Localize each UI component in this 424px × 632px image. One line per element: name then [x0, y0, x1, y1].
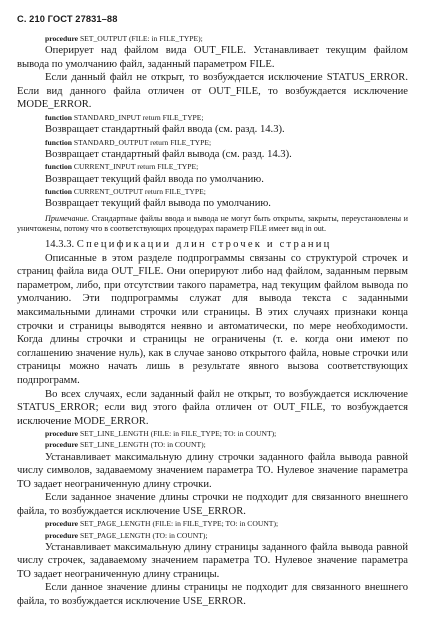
- paragraph: Если данный файл не открыт, то возбуждается исключение STATUS_ERROR. Если вид данного файла отличен от OUT_FILE, то возбуждается исключение MODE_ERROR.: [17, 72, 408, 111]
- code-set-page-length-file: [45, 518, 408, 529]
- code-keyword: procedure: [45, 530, 79, 540]
- code-text: STANDARD_OUTPUT return FILE_TYPE;: [72, 137, 212, 147]
- paragraph: Если заданное значение длины строчки не подходит для связанного внешнего файла, то возбуждается исключение USE_ERROR.: [17, 492, 408, 517]
- code-text: CURRENT_INPUT return FILE_TYPE;: [72, 162, 199, 172]
- section-number: 14.3.3.: [45, 239, 75, 250]
- code-keyword: procedure: [45, 519, 79, 529]
- paragraph: Устанавливает максимальную длину страницы заданного файла вывода равной числу строчек, задаваемому значением параметра TO. Нулевое значение параметра TO задает неограниченную длину страницы.: [17, 541, 408, 580]
- paragraph: Устанавливает максимальную длину строчки заданного файла вывода равной числу символов, задаваемому значением параметра TO. Нулевое значение параметра TO задает неограниченную длину строчки.: [17, 451, 408, 490]
- code-keyword: procedure: [45, 429, 79, 439]
- code-current-output: [45, 186, 408, 197]
- note: [17, 214, 408, 235]
- code-keyword: function: [45, 162, 73, 172]
- section-title: Спецификации длин строчек и страниц: [76, 239, 332, 250]
- code-text: CURRENT_OUTPUT return FILE_TYPE;: [72, 187, 206, 197]
- paragraph: Во всех случаях, если заданный файл не открыт, то возбуждается исключение STATUS_ERROR; если вид этого файла отличен от OUT_FILE, то возбуждается исключение MODE_ERROR.: [17, 388, 408, 427]
- code-keyword: function: [45, 137, 73, 147]
- code-standard-output: [45, 137, 408, 148]
- code-text: SET_LINE_LENGTH (TO: in COUNT);: [78, 440, 206, 450]
- function-description: Возвращает стандартный файл вывода (см. разд. 14.3).: [45, 148, 292, 160]
- code-keyword: function: [45, 113, 73, 123]
- paragraph: Если данное значение длины страницы не подходит для связанного внешнего файла, то возбуждается исключение USE_ERROR.: [17, 582, 408, 608]
- function-description: Возвращает стандартный файл ввода (см. разд. 14.3).: [45, 124, 285, 136]
- paragraph: Описанные в этом разделе подпрограммы связаны со структурой строчек и страниц файла вида OUT_FILE. Они оперируют либо над файлом, заданным первым параметром, либо, при отсутствии такого параметра, над текущим файлом вывода по умолчанию. Эти подпрограммы служат для вывода текста с заданными максимальными длинами строчки или страницы. В этих случаях признаки конца строчки и страницы выводятся неявно и автоматически, по мере необходимости. Когда длины строчки и страницы не ограничены (т. е. когда они имеют по соглашению значение нуль), как в случае заново открытого файла, новые строчки или страницы можно начать лишь в результате явного вызова соответствующих подпрограмм.: [17, 252, 408, 386]
- code-current-input: [45, 161, 408, 172]
- code-text: SET_PAGE_LENGTH (FILE: in FILE_TYPE; TO: in COUNT);: [78, 519, 279, 529]
- code-text: STANDARD_INPUT return FILE_TYPE;: [72, 113, 204, 123]
- paragraph: Оперирует над файлом вида OUT_FILE. Устанавливает текущим файлом вывода по умолчанию файл, заданный параметром FILE.: [17, 45, 408, 70]
- code-set-line-length-file: [45, 428, 408, 439]
- page-header: С. 210 ГОСТ 27831–88: [17, 14, 118, 24]
- code-text: SET_PAGE_LENGTH (TO: in COUNT);: [78, 530, 208, 540]
- code-text: SET_LINE_LENGTH (FILE: in FILE_TYPE; TO: in COUNT);: [78, 429, 277, 439]
- function-description: Возвращает текущий файл вывода по умолчанию.: [45, 198, 271, 210]
- note-text: Стандартные файлы ввода и вывода не могут быть открыты, закрыты, переустановлены и уничтожены, потому что в соответствующих процедурах параметр FILE имеет вид in out.: [17, 213, 408, 234]
- code-set-page-length: [45, 530, 408, 541]
- code-keyword: function: [45, 187, 73, 197]
- code-set-output: [45, 33, 408, 44]
- section-heading: [45, 238, 408, 252]
- code-keyword: procedure: [45, 440, 79, 450]
- code-standard-input: [45, 112, 408, 123]
- function-description: Возвращает текущий файл ввода по умолчанию.: [45, 173, 264, 185]
- note-label: Примечание.: [45, 213, 90, 223]
- code-text: SET_OUTPUT (FILE: in FILE_TYPE);: [78, 34, 203, 43]
- code-keyword: procedure: [45, 34, 79, 43]
- code-set-line-length: [45, 439, 408, 450]
